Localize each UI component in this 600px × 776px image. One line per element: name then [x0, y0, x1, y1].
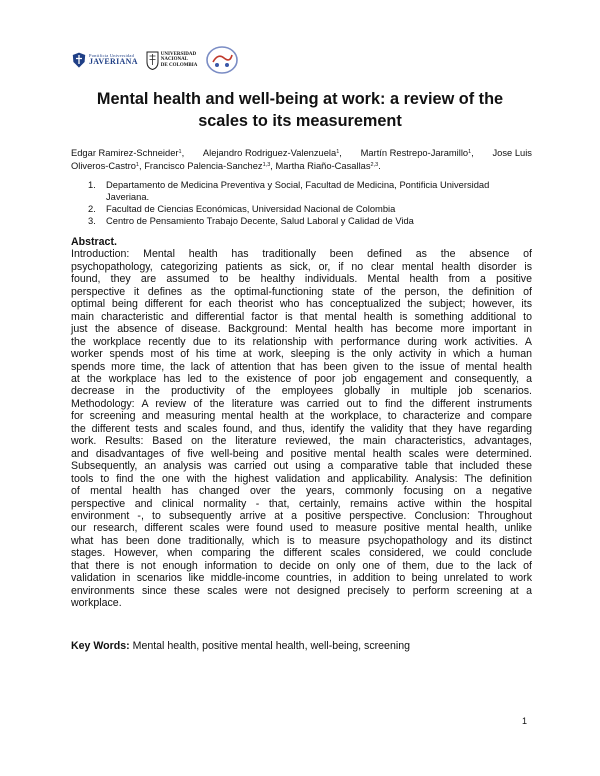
abstract-line: what has been done traditionally, which is to measure psychopathology and its distinct: [71, 534, 532, 547]
affiliation-number: 2.: [88, 204, 96, 214]
author-line-2: [71, 160, 532, 173]
abstract-line: main characteristic and differential factor is that mental health is something additional to: [71, 310, 532, 323]
author: Martín Restrepo-Jaramillo$^1$,: [360, 148, 474, 158]
author: Jose Luis: [492, 148, 532, 158]
abstract-line: psychopathology, categorizing patients as sick, or, if no clear mental health disorder is: [71, 260, 532, 273]
abstract-line: the workplace recently due to its relationship with performance during work activities. A: [71, 335, 532, 348]
author: Oliveros-Castro$^1$,: [71, 161, 142, 171]
abstract-line: decrease in the productivity of the employees globally in multiple job scenarios.: [71, 385, 532, 398]
javeriana-logo: [72, 52, 138, 68]
abstract-line: perspective it defines as the optimal-functioning state of the person, the definition of: [71, 285, 532, 298]
header-logos: [72, 44, 239, 76]
page-number: 1: [521, 716, 527, 726]
abstract-line: perspective and clinical normality - that, certainly, remains active within the hospital: [71, 497, 532, 510]
author: Alejandro Rodriguez-Valenzuela$^1$,: [202, 148, 342, 158]
paper-title-line-2: scales to its measurement: [198, 112, 402, 130]
affiliation-line: Javeriana.: [106, 192, 150, 202]
paper-title: [60, 88, 540, 132]
abstract-section: [71, 236, 532, 610]
affiliation-item: [88, 215, 532, 227]
abstract-line: and disadvantages of five well-being and positive mental health scales were determined.: [71, 447, 532, 460]
abstract-line: workplace.: [71, 597, 122, 610]
abstract-line: optimal being different for each theorist who has conceptualized the subject; however, its: [71, 298, 532, 311]
center-circle-logo-icon: [205, 45, 239, 75]
author-list: [71, 147, 532, 173]
affiliation-line: Departamento de Medicina Preventiva y Social, Facultad de Medicina, Pontificia Universidad: [106, 180, 490, 190]
abstract-line: that there is not enough information to decide on only one of them, due to the lack of: [71, 559, 532, 572]
unal-logo: [146, 51, 198, 70]
abstract-line: for screening and measuring mental health at the workplace, to characterize and compare: [71, 410, 532, 423]
abstract-line: at the workplace has led to the existence of poor job engagement and consequently, a: [71, 372, 532, 385]
affiliation-line: Centro de Pensamiento Trabajo Decente, Salud Laboral y Calidad de Vida: [106, 216, 414, 226]
author: Edgar Ramirez-Schneider$^1$,: [71, 148, 185, 158]
abstract-line: Methodology: A review of the literature was carried out to find the different instruments: [71, 397, 532, 410]
abstract-body: [71, 248, 532, 609]
abstract-line: tools to find the one with the highest validation and applicability. Analysis: The definition: [71, 472, 532, 485]
affiliation-item: [88, 179, 532, 203]
abstract-line: Subsequently, an analysis was carried out using a comparative table that included these: [71, 460, 532, 473]
unal-logo-line3: DE COLOMBIA: [160, 62, 198, 68]
javeriana-logo-subtext: Pontificia Universidad: [89, 52, 135, 58]
affiliation-number: 1.: [88, 180, 96, 190]
abstract-line: found, they are assumed to be healthy individuals. Mental health from a positive: [71, 273, 532, 286]
keywords-text: Mental health, positive mental health, well-being, screening: [129, 640, 410, 652]
author: Francisco Palencia-Sanchez$^{1,3}$,: [144, 161, 273, 171]
abstract-line: worker spends most of his time at work, sleeping is the only activity in which a human: [71, 348, 532, 361]
abstract-line: validation in scenarios like middle-income countries, in addition to being unrelated to work: [71, 572, 532, 585]
author-line-1: [71, 147, 532, 160]
abstract-line: spends more time, the lack of attention that has been given to the issue of mental health: [71, 360, 532, 373]
abstract-line: our research, different scales were found used to measure positive mental health, unlike: [71, 522, 532, 535]
keywords: [71, 640, 410, 652]
unal-logo-line2: NACIONAL: [160, 57, 189, 63]
affiliation-item: [88, 203, 532, 215]
affiliation-line: Facultad de Ciencias Económicas, Universidad Nacional de Colombia: [106, 204, 396, 214]
paper-title-line-1: Mental health and well-being at work: a review of the: [96, 90, 504, 108]
unal-shield-icon: [146, 51, 159, 70]
affiliation-list: [88, 179, 532, 227]
abstract-heading: Abstract.: [71, 236, 117, 248]
affiliation-number: 3.: [88, 216, 96, 226]
keywords-label: Key Words:: [71, 640, 130, 652]
abstract-line: of mental health has changed over the years, commonly focusing on a negative: [71, 485, 532, 498]
abstract-line: just the absence of disease. Background: Mental health has become more important in: [71, 323, 532, 336]
javeriana-logo-name: JAVERIANA: [89, 57, 138, 67]
unal-logo-line1: UNIVERSIDAD: [160, 52, 197, 58]
abstract-line: Introduction: Mental health has traditionally been defined as the absence of: [71, 248, 532, 261]
abstract-line: environments since these scales were not designed precisely to perform screening at a: [71, 584, 532, 597]
abstract-line: the different tests and scales found, and thus, identify the validity that they have regarding: [71, 422, 532, 435]
abstract-line: work. Results: Based on the literature reviewed, the main characteristics, advantages,: [71, 435, 532, 448]
abstract-line: stages. However, when comparing the different scales considered, we could conclude: [71, 547, 532, 560]
abstract-line: environment -, to subsequently arrive at a positive perspective. Conclusion: Throughout: [71, 509, 532, 522]
javeriana-seal-icon: [72, 52, 86, 68]
author: Martha Riaño-Casallas$^{2,3}$.: [275, 161, 381, 171]
